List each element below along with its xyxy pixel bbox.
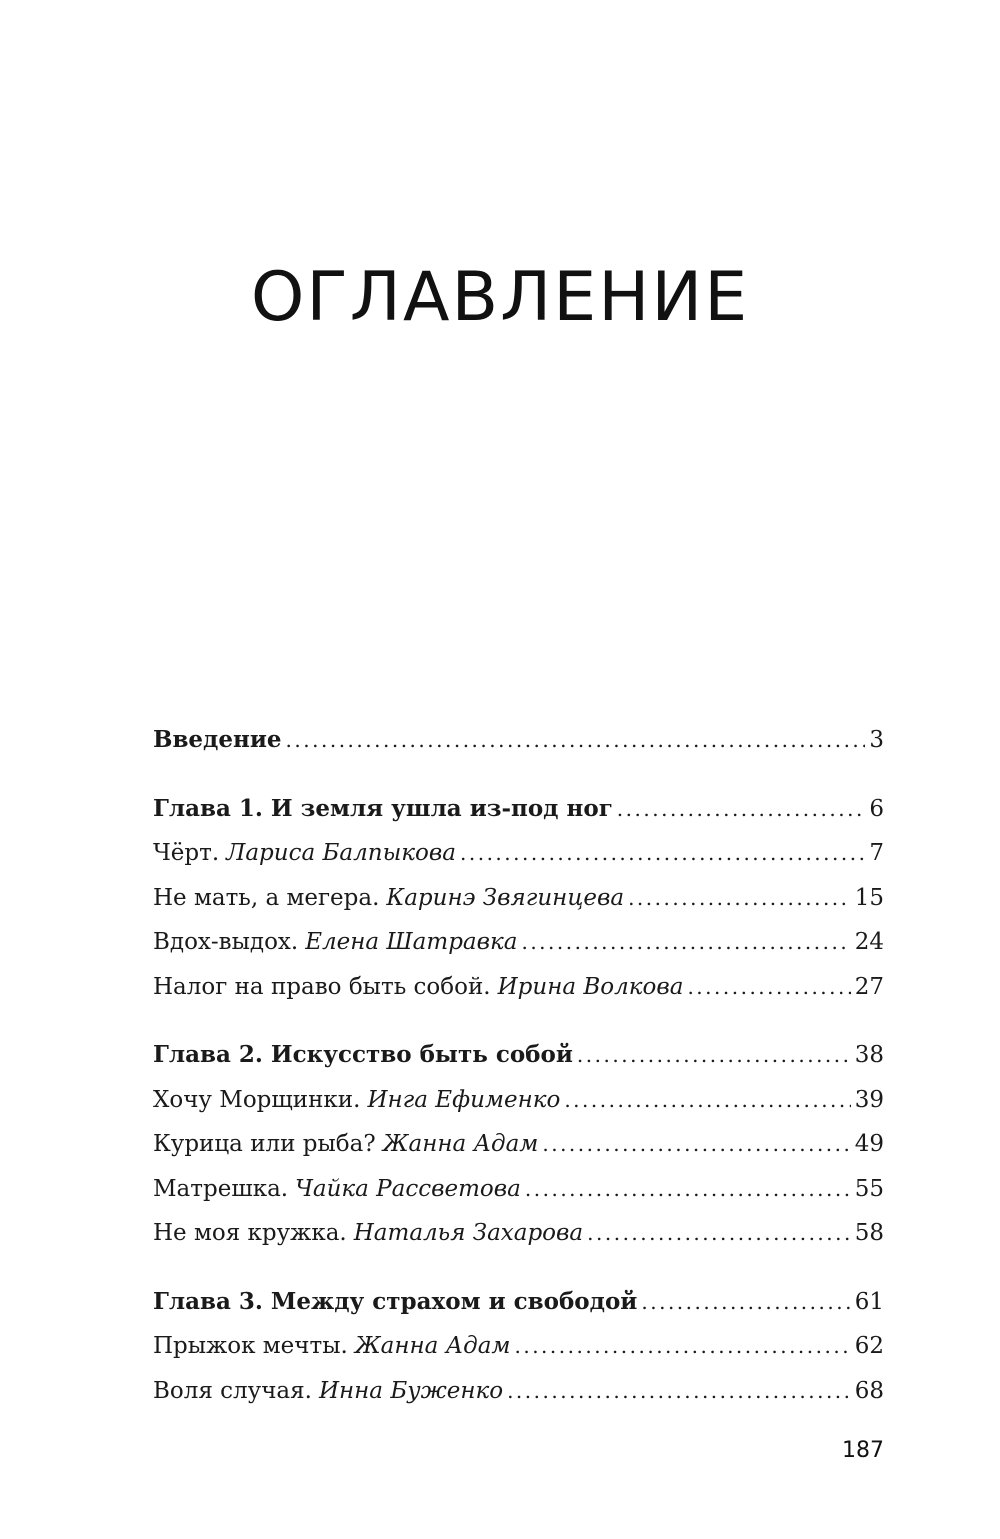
dot-leader	[628, 876, 851, 921]
toc-entry-title: Глава 2. Искусство быть собой	[153, 1041, 573, 1068]
toc-entry-page: 55	[854, 1175, 884, 1202]
toc-entry-title: Воля случая.	[153, 1377, 312, 1404]
dot-leader	[460, 831, 865, 876]
toc-entry-row	[153, 876, 884, 921]
toc-entry-page: 49	[854, 1131, 884, 1157]
toc-entry-page: 61	[854, 1288, 884, 1315]
table-of-contents	[153, 718, 884, 1413]
page-title: ОГЛАВЛЕНИЕ	[250, 258, 750, 337]
toc-entry-page: 6	[869, 795, 884, 822]
page-number: 187	[842, 1438, 884, 1463]
toc-entry-row	[153, 1369, 884, 1414]
toc-entry-title: Чёрт.	[153, 840, 220, 866]
dot-leader	[521, 920, 850, 965]
toc-entry-row	[153, 1324, 884, 1369]
toc-entry-title: Не мать, а мегера.	[153, 884, 380, 911]
dot-leader	[507, 1369, 851, 1414]
toc-entry-title: Введение	[153, 726, 282, 753]
toc-entry-page: 24	[854, 929, 884, 955]
dot-leader	[587, 1211, 851, 1256]
toc-entry-row	[153, 1211, 884, 1256]
toc-entry-page: 62	[854, 1333, 884, 1359]
dot-leader	[542, 1122, 850, 1167]
toc-entry-title: Прыжок мечты.	[153, 1333, 348, 1359]
toc-entry-title: Налог на право быть собой.	[153, 973, 491, 1000]
toc-entry-page: 58	[854, 1220, 884, 1246]
toc-entry-page: 7	[869, 840, 884, 866]
toc-chapter-row	[153, 718, 884, 763]
dot-leader	[514, 1324, 850, 1369]
dot-leader	[687, 965, 850, 1010]
toc-entry-page: 38	[854, 1042, 884, 1068]
toc-entry-title: Курица или рыба?	[153, 1131, 376, 1157]
toc-entry-page: 15	[854, 884, 884, 911]
toc-entry-page: 39	[854, 1086, 884, 1113]
toc-entry-page: 3	[869, 727, 884, 753]
toc-entry-author: Елена Шатравка	[305, 929, 518, 955]
toc-entry-row	[153, 1167, 884, 1212]
toc-entry-row	[153, 920, 884, 965]
toc-entry-title: Вдох-выдох.	[153, 929, 299, 955]
toc-entry-row	[153, 965, 884, 1010]
toc-entry-title: Глава 3. Между страхом и свободой	[153, 1287, 638, 1315]
dot-leader	[577, 1033, 851, 1078]
toc-entry-author: Ирина Волкова	[497, 973, 684, 1000]
toc-entry-author: Чайка Рассветова	[295, 1175, 521, 1202]
toc-chapter-row	[153, 1280, 884, 1325]
toc-entry-row	[153, 831, 884, 876]
dot-leader	[564, 1078, 850, 1123]
toc-entry-title: Глава 1. И земля ушла из-под ног	[153, 794, 613, 822]
dot-leader	[525, 1167, 851, 1212]
toc-entry-author: Каринэ Звягинцева	[386, 884, 625, 911]
toc-entry-page: 27	[854, 973, 884, 1000]
dot-leader	[617, 787, 866, 832]
toc-entry-title: Хочу Морщинки.	[153, 1086, 361, 1113]
toc-entry-row	[153, 1078, 884, 1123]
toc-entry-row	[153, 1122, 884, 1167]
toc-entry-title: Не моя кружка.	[153, 1220, 347, 1246]
toc-chapter-row	[153, 1033, 884, 1078]
toc-entry-author: Жанна Адам	[354, 1333, 511, 1359]
toc-entry-author: Инна Буженко	[318, 1377, 504, 1404]
toc-chapter-row	[153, 787, 884, 832]
dot-leader	[641, 1280, 850, 1325]
toc-entry-author: Наталья Захарова	[353, 1220, 584, 1246]
toc-entry-page: 68	[854, 1377, 884, 1404]
toc-entry-author: Лариса Балпыкова	[226, 840, 456, 866]
toc-entry-title: Матрешка.	[153, 1175, 289, 1202]
toc-entry-author: Жанна Адам	[382, 1131, 539, 1157]
toc-entry-author: Инга Ефименко	[367, 1086, 561, 1113]
dot-leader	[286, 718, 866, 763]
